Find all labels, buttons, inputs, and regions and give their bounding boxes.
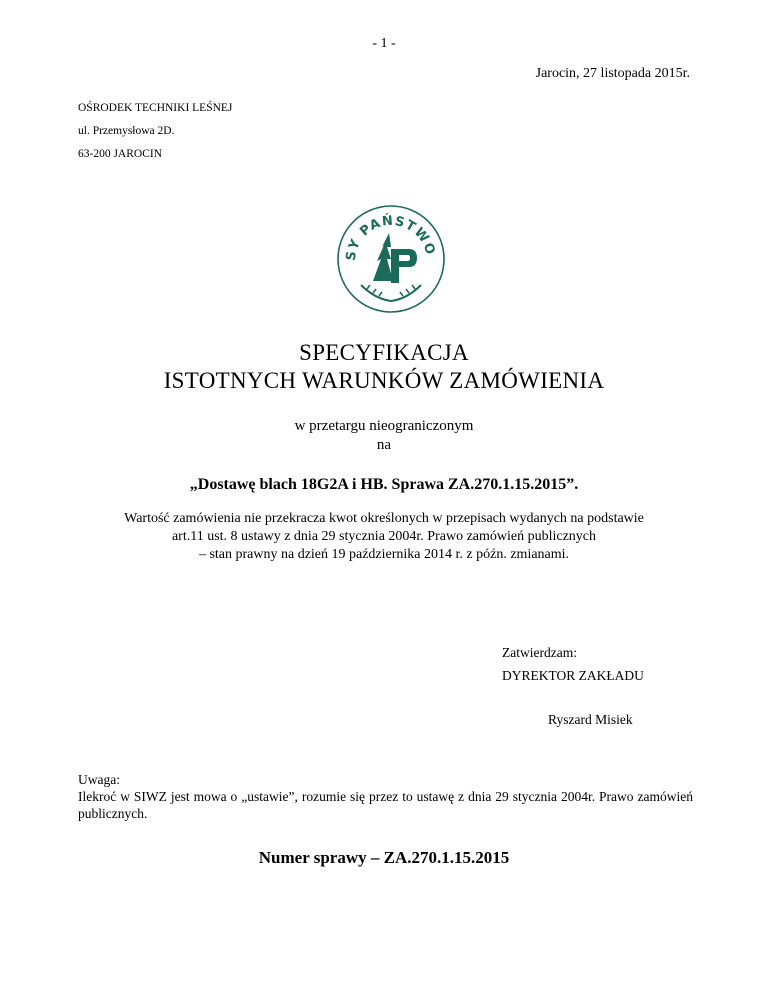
wreath-icon: [361, 285, 421, 301]
tender-subject: „Dostawę blach 18G2A i HB. Sprawa ZA.270.1.15.2015”.: [189, 476, 579, 493]
value-statement-line-3: – stan prawny na dzień 19 października 2014 r. z późn. zmianami.: [198, 547, 570, 562]
lp-monogram-icon: [391, 249, 417, 283]
logo-text: SY PAŃSTWO: [343, 213, 438, 262]
sender-city: 63-200 JAROCIN: [78, 148, 163, 160]
note-text: Ilekroć w SIWZ jest mowa o „ustawie”, rozumie się przez to ustawę z dnia 29 stycznia 2004r. Prawo zamówień publicznych.: [78, 789, 693, 821]
approval-label: Zatwierdzam:: [502, 645, 577, 660]
tender-mode: w przetargu nieograniczonym: [294, 418, 474, 434]
lasy-panstwowe-logo: [335, 203, 447, 315]
sender-name: OŚRODEK TECHNIKI LEŚNEJ: [78, 102, 233, 114]
case-number: Numer sprawy – ZA.270.1.15.2015: [258, 848, 510, 867]
place-date: Jarocin, 27 listopada 2015r.: [535, 66, 690, 81]
page-number: - 1 -: [372, 36, 396, 51]
title-line-2: ISTOTNYCH WARUNKÓW ZAMÓWIENIA: [163, 368, 605, 393]
tree-icon: [373, 233, 393, 281]
title-line-1: SPECYFIKACJA: [299, 340, 469, 365]
sender-street: ul. Przemysłowa 2D.: [78, 125, 175, 137]
approver-name: Ryszard Misiek: [548, 712, 633, 727]
value-statement-line-2: art.11 ust. 8 ustawy z dnia 29 stycznia 2004r. Prawo zamówień publicznych: [171, 529, 597, 544]
tender-na: na: [376, 437, 392, 453]
approval-role: DYREKTOR ZAKŁADU: [502, 668, 644, 683]
value-statement-line-1: Wartość zamówienia nie przekracza kwot określonych w przepisach wydanych na podstawie: [124, 511, 644, 526]
note-label: Uwaga:: [78, 772, 120, 787]
